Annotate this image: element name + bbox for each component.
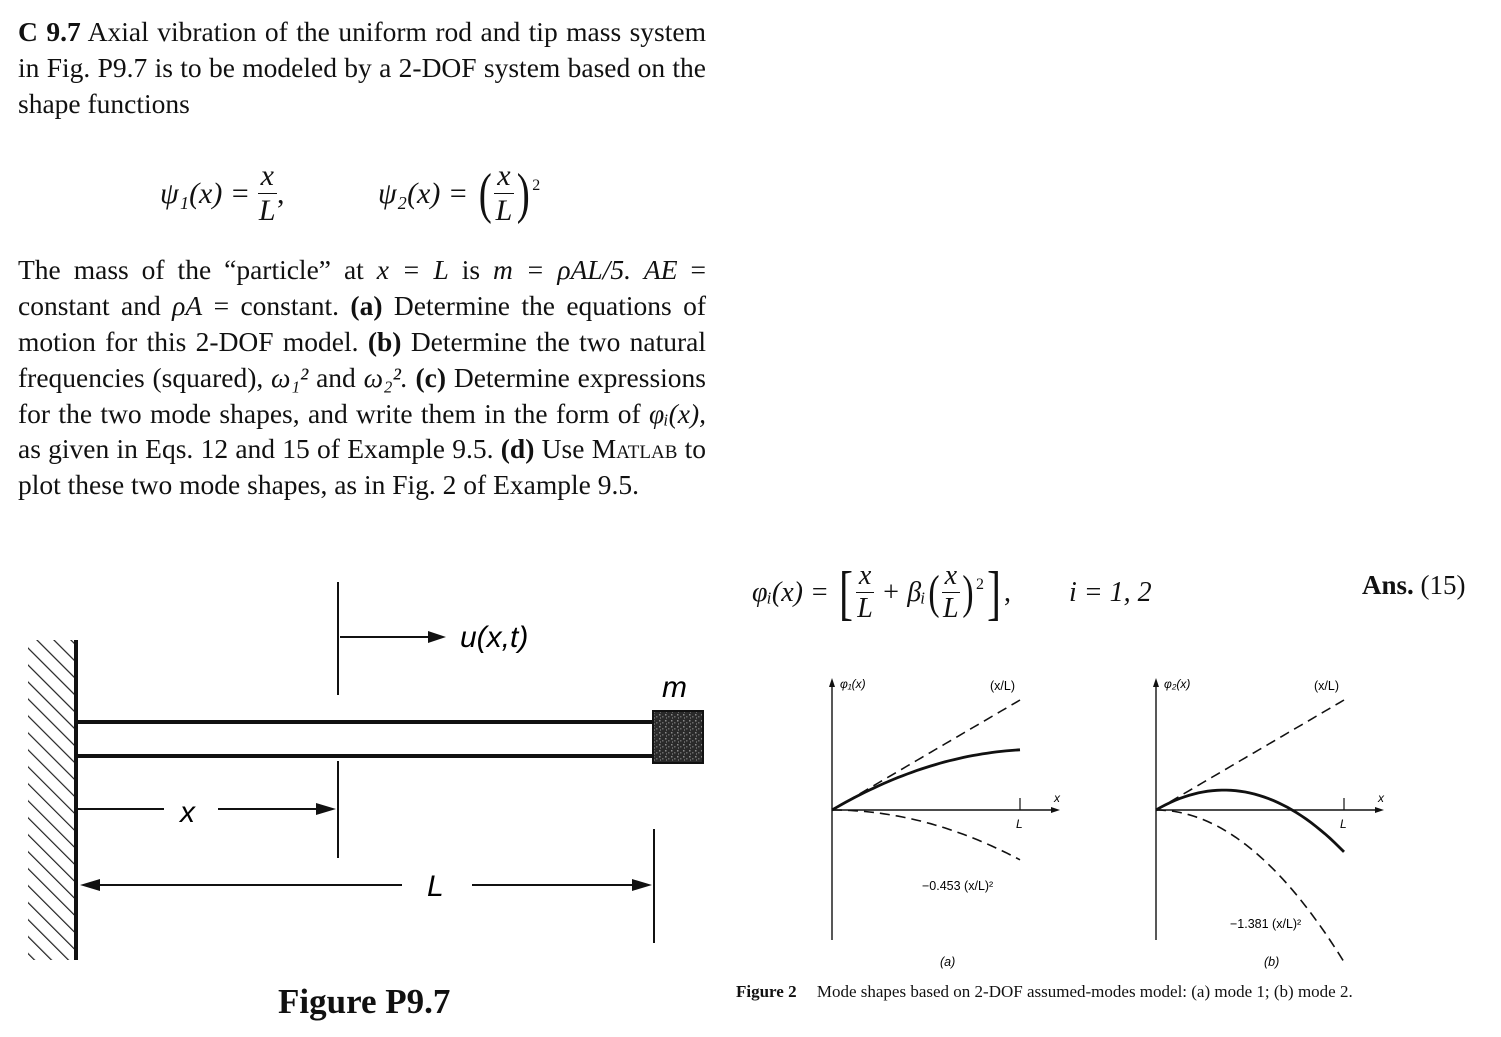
panel-1-mode-curve: [832, 750, 1020, 810]
para2-text-d: = constant.: [213, 290, 339, 322]
shape-function-2-num: x: [494, 161, 513, 194]
shape-function-2-lhs: ψ₂(x) =: [378, 176, 469, 210]
panel-1-x-arrow: [1051, 807, 1060, 813]
answer-close-paren: ): [962, 565, 974, 619]
para2-math-1: x = L: [376, 254, 449, 286]
problem-number: C 9.7: [18, 16, 81, 47]
part-c-math: φᵢ(x),: [649, 397, 706, 429]
shape-function-1-num: x: [258, 161, 277, 194]
problem-statement: [18, 14, 706, 503]
uniform-rod: [76, 722, 654, 756]
answer-num: x: [856, 562, 874, 593]
open-bracket: [: [838, 559, 853, 626]
para2-math-2: m = ρAL/5.: [493, 254, 631, 286]
panel-1-y-arrow: [829, 678, 835, 687]
panel-1-x-label: x: [1054, 791, 1060, 805]
answer-exponent: 2: [976, 575, 984, 593]
displacement-arrow: [340, 631, 446, 643]
part-d-text-1: Use: [541, 433, 585, 465]
panel-2-tick-label: L: [1340, 817, 1347, 831]
shape-function-1-comma: ,: [276, 176, 285, 210]
part-a-label: (a): [350, 290, 383, 322]
shape-functions: [18, 131, 706, 238]
close-paren: ): [516, 162, 530, 225]
answer-lhs: φᵢ(x) =: [752, 576, 829, 608]
close-bracket: ]: [986, 559, 1001, 626]
mode-shapes-figure: [750, 660, 1480, 980]
answer-open-paren: (: [927, 565, 940, 619]
mass-label: m: [662, 671, 687, 704]
panel-2-x-arrow: [1375, 807, 1384, 813]
part-b-text: Determine the two natural frequencies (squared),: [18, 325, 707, 393]
answer-comma: ,: [1003, 576, 1011, 608]
shape-function-2-exponent: 2: [532, 176, 541, 194]
open-paren: (: [478, 162, 492, 225]
shape-function-1: [160, 161, 284, 226]
tip-mass-block: [653, 711, 703, 763]
shape-function-2: [378, 161, 540, 226]
panel-2-linear-label: (x/L): [1314, 679, 1339, 693]
part-d-label: (d): [500, 433, 535, 465]
panel-2-quadratic-label: −1.381 (x/L)²: [1230, 917, 1302, 931]
answer-index: i = 1, 2: [1068, 576, 1152, 608]
para2-text-c: = constant and: [18, 254, 707, 322]
length-dimension: [80, 879, 652, 891]
panel-1-quadratic-curve: [832, 810, 1020, 860]
part-d-text-2: to plot these two mode shapes, as in Fig. 2 of Example 9.5.: [18, 433, 707, 501]
length-label: L: [427, 870, 444, 903]
rod-tip-mass-figure: [22, 575, 722, 975]
answer-fraction: [856, 562, 874, 623]
shape-function-2-den: L: [495, 194, 513, 228]
para2-text-a: The mass of the “particle” at: [18, 254, 364, 286]
omega-1: ω₁²: [271, 361, 309, 393]
part-a-text: Determine the equations of motion for this 2-DOF model.: [18, 290, 707, 357]
panel-2-sublabel: (b): [1264, 955, 1280, 969]
figure-2-label: Figure 2: [736, 982, 797, 1001]
displacement-label: u(x,t): [460, 621, 529, 654]
omega-2: ω₂².: [363, 361, 408, 393]
para2-math-3: AE: [643, 254, 678, 286]
shape-function-2-fraction: [494, 161, 513, 226]
para2-math-4: ρA: [172, 290, 203, 322]
panel-1-linear-label: (x/L): [990, 679, 1015, 693]
figure-2-caption: [736, 982, 1353, 1002]
para2-text-b: is: [461, 254, 481, 286]
figure-2-text: Mode shapes based on 2-DOF assumed-modes model: (a) mode 1; (b) mode 2.: [816, 982, 1353, 1001]
panel-1-y-label: φ₁(x): [840, 677, 866, 691]
answer-den-2: L: [943, 593, 959, 624]
part-d-matlab: Matlab: [591, 433, 678, 465]
problem-body: [18, 252, 706, 503]
part-c-text-1: Determine expressions for the two mode shapes, and write them in the form of: [18, 361, 706, 429]
answer-label: [1362, 570, 1466, 601]
figure-p97-caption: Figure P9.7: [278, 982, 451, 1021]
part-c-text-2: as given in Eqs. 12 and 15 of Example 9.5.: [18, 433, 494, 465]
shape-function-1-den: L: [258, 194, 276, 228]
panel-2-y-label: φ₂(x): [1164, 677, 1191, 691]
panel-2-quadratic-curve: [1156, 810, 1344, 962]
part-c-label: (c): [415, 361, 447, 393]
and-word: and: [316, 361, 356, 393]
ans-word: Ans.: [1362, 570, 1414, 600]
answer-num-2: x: [942, 562, 960, 593]
problem-intro: [18, 14, 706, 121]
answer-beta-term: + βᵢ: [881, 576, 926, 608]
panel-1-tick-label: L: [1016, 817, 1023, 831]
x-dimension: [78, 803, 336, 815]
fixed-wall: [28, 640, 76, 960]
problem-intro-text: Axial vibration of the uniform rod and tip mass system in Fig. P9.7 is to be modeled by a 2-DOF system based on the shape functions: [18, 16, 706, 119]
part-b-label: (b): [367, 325, 402, 357]
panel-2-x-label: x: [1378, 791, 1384, 805]
equation-number: (15): [1420, 570, 1466, 600]
panel-1-sublabel: (a): [940, 955, 956, 969]
panel-2-y-arrow: [1153, 678, 1159, 687]
x-dimension-label: x: [180, 796, 195, 829]
shape-function-1-fraction: [258, 161, 277, 226]
shape-function-1-lhs: ψ₁(x) =: [160, 176, 251, 210]
answer-den: L: [857, 593, 873, 624]
panel-1-quadratic-label: −0.453 (x/L)²: [922, 879, 994, 893]
panel-2-mode-curve: [1156, 790, 1344, 852]
answer-fraction-2: [942, 562, 960, 623]
